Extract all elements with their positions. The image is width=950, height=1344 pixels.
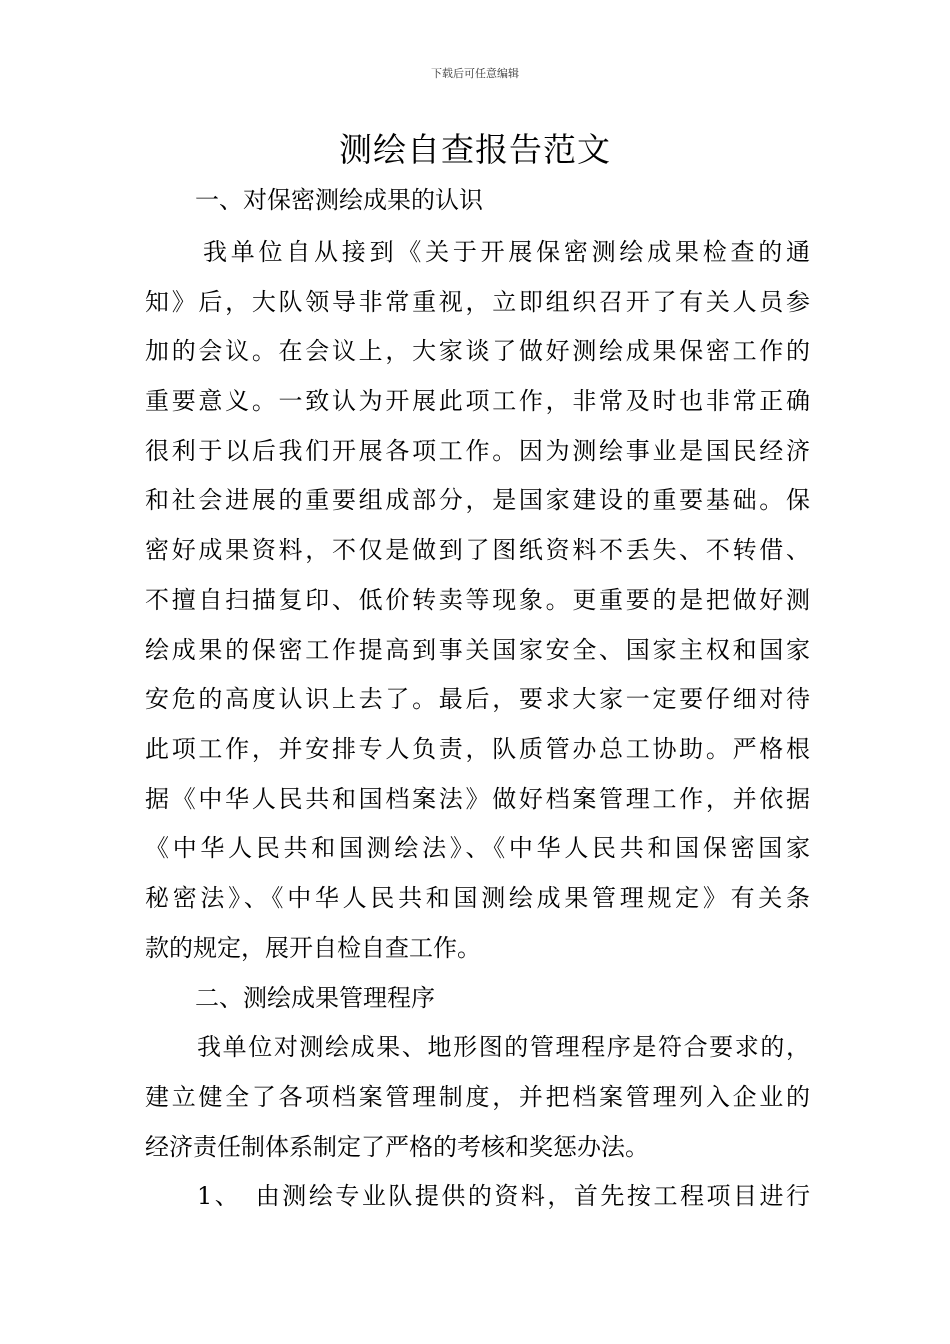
section-heading-2: 二、测绘成果管理程序 [195, 984, 435, 1013]
paragraph-2 [145, 1023, 810, 1172]
header-note: 下载后可任意编辑 [431, 67, 519, 80]
paragraph-1 [145, 228, 810, 973]
text-line: 款的规定，展开自检自查工作。 [145, 933, 481, 962]
text-line: 此项工作，并安排专人负责，队质管办总工协助。严格根 [145, 734, 810, 763]
text-line: 加的会议。在会议上，大家谈了做好测绘成果保密工作的 [145, 337, 810, 366]
paragraph-3 [145, 1172, 810, 1222]
text-line: 和社会进展的重要组成部分，是国家建设的重要基础。保 [145, 486, 810, 515]
text-line: 《中华人民共和国测绘法》、《中华人民共和国保密国家 [145, 834, 810, 863]
text-line: 密好成果资料，不仅是做到了图纸资料不丢失、不转借、 [145, 536, 810, 565]
text-line: 很利于以后我们开展各项工作。因为测绘事业是国民经济 [145, 436, 810, 465]
text-line: 安危的高度认识上去了。最后，要求大家一定要仔细对待 [145, 685, 810, 714]
text-line: 不擅自扫描复印、低价转卖等现象。更重要的是把做好测 [145, 585, 810, 614]
document-title: 测绘自查报告范文 [339, 130, 611, 169]
text-line: 重要意义。一致认为开展此项工作，非常及时也非常正确 [145, 387, 810, 416]
text-line: 秘密法》、《中华人民共和国测绘成果管理规定》有关条 [145, 883, 810, 912]
text-line: 知》后，大队领导非常重视，立即组织召开了有关人员参 [145, 287, 810, 316]
text-line: 我单位对测绘成果、地形图的管理程序是符合要求的， [197, 1033, 810, 1062]
text-line: 我单位自从接到《关于开展保密测绘成果检查的通 [203, 238, 810, 266]
text-line: 经济责任制体系制定了严格的考核和奖惩办法。 [145, 1132, 649, 1161]
text-line: 建立健全了各项档案管理制度，并把档案管理列入企业的 [145, 1083, 810, 1111]
section-heading-1: 一、对保密测绘成果的认识 [195, 186, 483, 214]
text-line: 据《中华人民共和国档案法》做好档案管理工作，并依据 [145, 784, 810, 813]
document-body [145, 175, 810, 1222]
text-line: 绘成果的保密工作提高到事关国家安全、国家主权和国家 [145, 635, 810, 664]
text-line: 1、 由测绘专业队提供的资料，首先按工程项目进行 [197, 1182, 810, 1211]
